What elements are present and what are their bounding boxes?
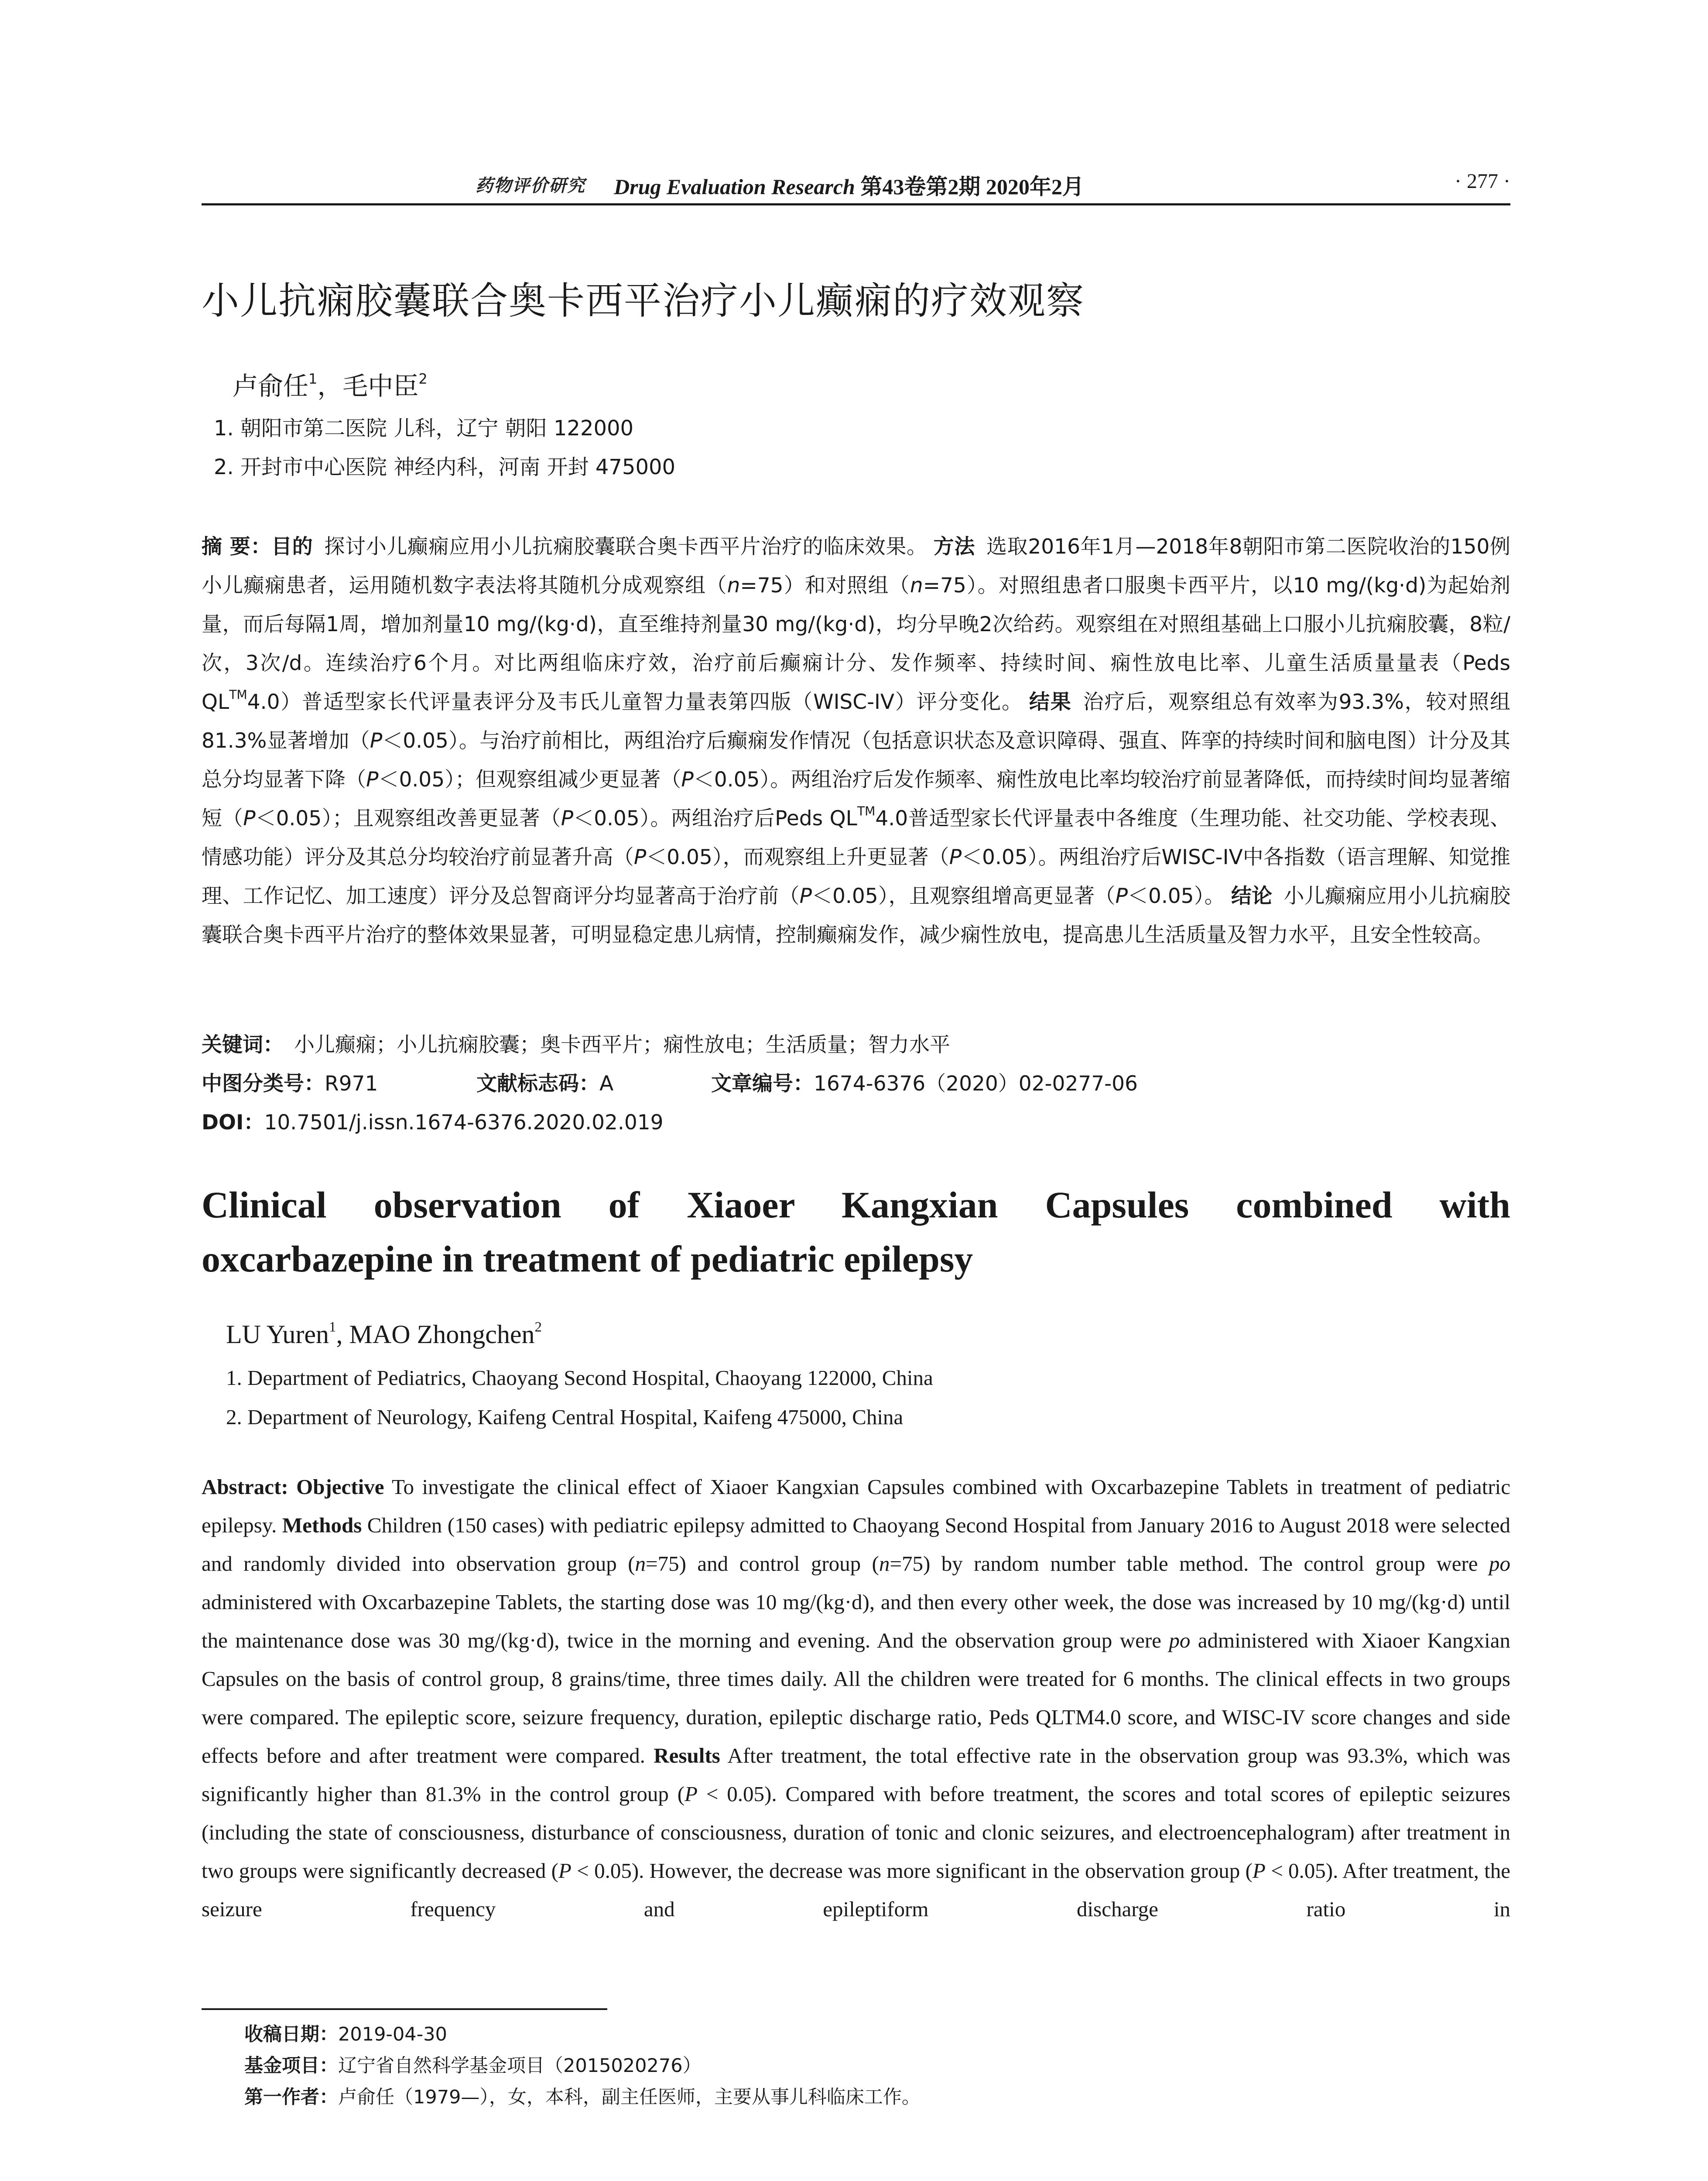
cn-conclusion-text: 小儿癫痫应用小儿抗痫胶囊联合奥卡西平片治疗的整体效果显著，可明显稳定患儿病情，控制癫痫发作，减少痫性放电，提高患儿生活质量及智力水平，且安全性较高。: [202, 884, 1511, 947]
page-number: · 277 ·: [1455, 170, 1510, 193]
cn-results-text: ，且观察组增高更显著（: [888, 884, 1116, 908]
cn-keywords-text: 小儿癫痫；小儿抗痫胶囊；奥卡西平片；痫性放电；生活质量；智力水平: [294, 1033, 950, 1057]
cn-keywords: [202, 1029, 950, 1058]
footnote-fund-label: 基金项目：: [244, 2055, 338, 2077]
header-rule: [202, 203, 1510, 205]
en-methods-text: administered with Xiaoer Kangxian Capsules on the basis of control group, 8 grains/time, three times daily. All the children were treated for 6 months. The clinical effects in two groups were compared. The epileptic score, seizure frequency, duration, epileptic discharge ratio, Peds QLTM4.0 score, and WISC-IV score changes and side effects before and after treatment were compared.: [202, 1628, 1511, 1767]
cn-authors: [233, 366, 428, 402]
cn-results-text: 。两组治疗后Peds QL: [650, 807, 857, 831]
cn-author-sep: ，: [317, 371, 343, 401]
en-author-2-sup: 2: [534, 1319, 542, 1335]
running-header: [202, 169, 1510, 200]
cn-article-id: [711, 1067, 1138, 1097]
cn-p-value: ＜0.05）: [255, 807, 332, 831]
cn-results-text: 。两组治疗后WISC-IV中各指数（语言理解、知觉推理、工作记忆、加工速度）评分及总智商评分均显著高于治疗前（: [202, 845, 1511, 908]
cn-methods-label: 方法: [933, 535, 975, 559]
cn-classification: [202, 1067, 1510, 1094]
cn-author-2-sup: 2: [418, 370, 428, 387]
footnote-fund-value: 辽宁省自然科学基金项目（2015020276）: [338, 2055, 702, 2077]
cn-results-text: 治疗后，观察组总有效率为93.3%，较对照组81.3%显著增加（: [202, 690, 1511, 753]
cn-affiliation-2: 2. 开封市中心医院 神经内科，河南 开封 475000: [214, 455, 676, 479]
en-results-text: After treatment, the total effective rate in the observation group was 93.3%, which was significantly higher than 81.3% in the control group (: [202, 1743, 1510, 1806]
cn-results-text: ，而观察组上升更显著（: [722, 845, 949, 869]
en-affiliation-2: 2. Department of Neurology, Kaifeng Central Hospital, Kaifeng 475000, China: [226, 1405, 904, 1429]
cn-n-italic: n: [910, 574, 923, 598]
cn-p-italic: P: [370, 729, 383, 753]
en-results-text: . However, the decrease was more significant in the observation group (: [639, 1859, 1253, 1883]
en-objective-text: To investigate the clinical effect of Xiaoer Kangxian Capsules combined with Oxcarbazepine Tablets in treatment of pediatric epilepsy.: [202, 1475, 1511, 1537]
cn-p-italic: P: [949, 845, 962, 869]
cn-results-text: ；且观察组改善更显著（: [332, 807, 561, 831]
en-methods-text: administered with Oxcarbazepine Tablets, the starting dose was 10 mg/(kg·d), and then every other week, the dose was increased by 10 mg/(kg·d) until the maintenance dose was 30 mg/(kg·d), twice in the morning and evening. And the observation group were: [202, 1590, 1510, 1652]
cn-p-value: ＜0.05）: [962, 845, 1038, 869]
journal-issue-line: [614, 169, 1084, 201]
cn-doi: [202, 1106, 664, 1135]
cn-p-value: ＜0.05）: [811, 884, 889, 908]
footnote-author-label: 第一作者：: [244, 2086, 338, 2108]
footnote-received-value: 2019-04-30: [338, 2024, 447, 2045]
en-results-text: . After treatment, the seizure frequency and epileptiform discharge ratio in: [202, 1859, 1510, 1921]
footnote-rule: [202, 2008, 607, 2010]
cn-tm: TM: [857, 804, 876, 819]
en-author-1: LU Yuren: [226, 1320, 329, 1349]
cn-results-text: 。与治疗前相比，两组治疗后癫痫发作情况（包括意识状态及意识障碍、强直、阵挛的持续时间和脑电图）计分及其总分均显著下降（: [202, 729, 1511, 792]
cn-results-text: 4.0普适型家长代评量表中各维度（生理功能、社交功能、学校表现、情感功能）评分及其总分均较治疗前显著升高（: [202, 807, 1510, 869]
cn-doc-value: A: [599, 1072, 614, 1096]
en-results-text: . Compared with before treatment, the scores and total scores of epileptic seizures (including the state of consciousness, disturbance of consciousness, duration of tonic and clonic seizures, and electroencephalogram) after treatment in two groups were significantly decreased (: [202, 1782, 1511, 1883]
cn-keywords-label: 关键词：: [202, 1033, 284, 1057]
cn-objective-label: 目的: [271, 535, 313, 559]
en-title: [202, 1178, 1510, 1286]
en-p-value: < 0.05): [1265, 1859, 1333, 1883]
cn-doi-label: DOI：: [202, 1111, 264, 1135]
cn-article-label: 文章编号：: [711, 1072, 814, 1096]
footnote-received-label: 收稿日期：: [244, 2024, 338, 2045]
en-po-italic: po: [1169, 1628, 1191, 1652]
en-title-line-2: oxcarbazepine in treatment of pediatric epilepsy: [202, 1238, 973, 1280]
en-methods-text: =75) and control group (: [646, 1552, 879, 1576]
en-methods-text: Children (150 cases) with pediatric epilepsy admitted to Chaoyang Second Hospital from January 2016 to August 2018 were selected and randomly divided into observation group (: [202, 1513, 1510, 1576]
cn-p-value: ＜0.05）: [693, 768, 770, 792]
en-n-italic: n: [879, 1552, 890, 1576]
en-abstract: [202, 1468, 1510, 1928]
cn-tm: TM: [229, 687, 247, 702]
en-abstract-label: Abstract:: [202, 1475, 297, 1499]
en-title-line-1: Clinical observation of Xiaoer Kangxian Capsules combined with: [202, 1184, 1510, 1226]
cn-p-value: ＜0.05）: [646, 845, 723, 869]
cn-abstract-label: 摘 要：: [202, 535, 272, 559]
en-n-italic: n: [635, 1552, 646, 1576]
cn-p-italic: P: [633, 845, 647, 869]
en-po-italic: po: [1489, 1552, 1510, 1576]
en-author-2: MAO Zhongchen: [349, 1320, 535, 1349]
footnote-author-value: 卢俞任（1979—），女，本科，副主任医师，主要从事儿科临床工作。: [338, 2086, 921, 2108]
cn-p-italic: P: [1115, 884, 1128, 908]
en-objective-label: Objective: [296, 1475, 384, 1499]
cn-p-italic: P: [681, 768, 694, 792]
footnote-received: [244, 2020, 447, 2046]
cn-doc-label: 文献标志码：: [476, 1072, 599, 1096]
en-author-sep: ,: [336, 1320, 349, 1349]
cn-methods-text: =75）和对照组（: [740, 574, 910, 598]
cn-methods-text: =75）。对照组患者口服奥卡西平片，以10 mg/(kg·d)为起始剂量，而后每隔1周，增加剂量10 mg/(kg·d)，直至维持剂量30 mg/(kg·d)，均分早晚2次给药。观察组在对照组基础上口服小儿抗痫胶囊，8粒/次，3次/d。连续治疗6个月。对比两组临床疗效，治疗前后癫痫计分、发作频率、持续时间、痫性放电比率、儿童生活质量量表（Peds QL: [202, 574, 1511, 714]
cn-p-value: ＜0.05）: [382, 729, 459, 753]
cn-author-1: 卢俞任: [233, 371, 309, 401]
en-p-value: < 0.05): [571, 1859, 639, 1883]
cn-methods-text: 选取2016年1月—2018年8朝阳市第二医院收治的150例小儿癫痫患者，运用随机数字表法将其随机分成观察组（: [202, 535, 1511, 598]
footnote-fund: [244, 2051, 702, 2078]
journal-logo: 药物评价研究: [476, 175, 585, 196]
en-p-italic: P: [685, 1782, 698, 1806]
cn-affiliation-1: 1. 朝阳市第二医院 儿科，辽宁 朝阳 122000: [214, 416, 634, 441]
cn-p-value: ＜0.05）: [573, 807, 650, 831]
cn-conclusion-label: 结论: [1231, 884, 1273, 908]
cn-n-italic: n: [727, 574, 740, 598]
cn-clc-label: 中图分类号：: [202, 1072, 325, 1096]
cn-p-italic: P: [243, 807, 256, 831]
cn-objective-text: 探讨小儿癫痫应用小儿抗痫胶囊联合奥卡西平片治疗的临床效果。: [324, 535, 928, 559]
cn-results-text: ；但观察组减少更显著（: [455, 768, 681, 792]
cn-clc: [202, 1067, 378, 1097]
en-methods-label: Methods: [282, 1513, 362, 1537]
en-methods-text: =75) by random number table method. The control group were: [890, 1552, 1489, 1576]
en-p-italic: P: [558, 1859, 572, 1883]
cn-article-value: 1674-6376（2020）02-0277-06: [814, 1072, 1138, 1096]
cn-abstract: 摘 要：目的 探讨小儿癫痫应用小儿抗痫胶囊联合奥卡西平片治疗的临床效果。 方法 选取2016年1月—2018年8朝阳市第二医院收治的150例小儿癫痫患者，运用随机数字表法将其随机分成观察组（n=75）和对照组（n=75）。对照组患者口服奥卡西平片，以10 mg/(kg·d)为起始剂量，而后每隔1周，增加剂量10 mg/(kg·d)，直至维持剂量30 mg/(kg·d)，均分早晚2次给药。观察组在对照组基础上口服小儿抗痫胶囊，8粒/次，3次/d。连续治疗6个月。对比两组临床疗效，治疗前后癫痫计分、发作频率、持续时间、痫性放电比率、儿童生活质量量表（Peds QL™4.0）普适型家长代评量表评分及韦氏儿童智力量表第四版（WISC-IV）评分变化。 结果 治疗后，观察组总有效率为93.3%，较对照组81.3%显著增加（P＜0.05）。与治疗前相比，两组治疗后癫痫发作情况（包括意识状态及意识障碍、强直、阵挛的持续时间和脑电图）计分及其总分均显著下降（P＜0.05）；但观察组减少更显著（P＜0.05）。两组治疗后发作频率、痫性放电比率均较治疗前显著降低，而持续时间均显著缩短（P＜0.05）；且观察组改善更显著（P＜0.05）。两组治疗后Peds QL™4.0普适型家长代评量表中各维度（生理功能、社交功能、学校表现、情感功能）评分及其总分均较治疗前显著升高（P＜0.05），而观察组上升更显著（P＜0.05）。两组治疗后WISC-IV中各指数（语言理解、知觉推理、工作记忆、加工速度）评分及总智商评分均显著高于治疗前（P＜0.05），且观察组增高更显著（P＜0.05）。 结论 小儿癫痫应用小儿抗痫胶囊联合奥卡西平片治疗的整体效果显著，可明显稳定患儿病情，控制癫痫发作，减少痫性放电，提高患儿生活质量及智力水平，且安全性较高。: [202, 535, 1511, 947]
cn-p-italic: P: [561, 807, 574, 831]
cn-title: 小儿抗痫胶囊联合奥卡西平治疗小儿癫痫的疗效观察: [202, 279, 1085, 323]
footnote-first-author: [244, 2082, 921, 2109]
cn-p-italic: P: [366, 768, 379, 792]
cn-results-text: 。两组治疗后发作频率、痫性放电比率均较治疗前显著降低，而持续时间均显著缩短（: [202, 768, 1511, 831]
en-author-1-sup: 1: [329, 1319, 336, 1335]
en-affiliation-1: 1. Department of Pediatrics, Chaoyang Second Hospital, Chaoyang 122000, China: [226, 1366, 933, 1390]
cn-doc-code: [476, 1067, 613, 1097]
cn-author-2: 毛中臣: [342, 371, 419, 401]
en-authors: [226, 1320, 542, 1350]
cn-clc-value: R971: [325, 1072, 378, 1096]
cn-p-italic: P: [799, 884, 812, 908]
en-p-italic: P: [1252, 1859, 1266, 1883]
cn-author-1-sup: 1: [308, 370, 318, 387]
journal-name-en: Drug Evaluation Research: [614, 174, 855, 199]
en-p-value: < 0.05): [697, 1782, 772, 1806]
cn-doi-value: 10.7501/j.issn.1674-6376.2020.02.019: [264, 1111, 664, 1135]
cn-methods-text: 4.0）普适型家长代评量表评分及韦氏儿童智力量表第四版（WISC-IV）评分变化。: [247, 690, 1023, 714]
cn-p-value: ＜0.05）: [378, 768, 455, 792]
en-results-label: Results: [654, 1743, 720, 1767]
journal-issue: 第43卷第2期 2020年2月: [860, 174, 1084, 199]
cn-results-label: 结果: [1029, 690, 1072, 714]
cn-p-value: ＜0.05）: [1127, 884, 1205, 908]
